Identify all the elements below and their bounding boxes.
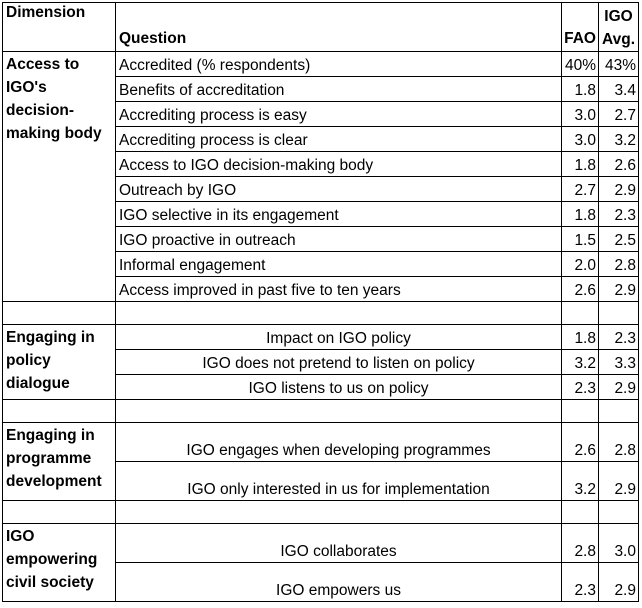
question-cell: Benefits of accreditation xyxy=(116,77,562,102)
igo-cell: 2.9 xyxy=(599,563,639,602)
igo-cell: 3.3 xyxy=(599,350,639,375)
igo-cell: 2.6 xyxy=(599,152,639,177)
question-cell: IGO selective in its engagement xyxy=(116,202,562,227)
igo-cell: 3.2 xyxy=(599,127,639,152)
fao-cell: 2.0 xyxy=(562,252,599,277)
fao-cell: 3.0 xyxy=(562,102,599,127)
fao-cell: 1.8 xyxy=(562,77,599,102)
question-cell: Impact on IGO policy xyxy=(116,325,562,350)
fao-cell: 1.8 xyxy=(562,152,599,177)
fao-cell: 3.2 xyxy=(562,350,599,375)
question-cell: Outreach by IGO xyxy=(116,177,562,202)
fao-cell: 1.5 xyxy=(562,227,599,252)
header-row xyxy=(3,3,639,52)
igo-cell: 3.4 xyxy=(599,77,639,102)
fao-cell: 2.6 xyxy=(562,423,599,462)
igo-cell: 43% xyxy=(599,52,639,77)
fao-cell: 2.7 xyxy=(562,177,599,202)
question-cell: IGO proactive in outreach xyxy=(116,227,562,252)
header-dimension: Dimension xyxy=(3,3,116,52)
dimension-access: Access to IGO's decision-making body xyxy=(3,52,116,302)
dimension-programme: Engaging in programme development xyxy=(3,423,116,501)
question-cell: Access to IGO decision-making body xyxy=(116,152,562,177)
igo-cell: 2.9 xyxy=(599,177,639,202)
igo-cell: 2.3 xyxy=(599,325,639,350)
fao-cell: 40% xyxy=(562,52,599,77)
fao-cell: 1.8 xyxy=(562,202,599,227)
question-cell: IGO listens to us on policy xyxy=(116,375,562,400)
fao-cell: 3.0 xyxy=(562,127,599,152)
fao-cell: 2.6 xyxy=(562,277,599,302)
igo-cell: 2.8 xyxy=(599,252,639,277)
table-row xyxy=(3,423,639,462)
table-row xyxy=(3,524,639,563)
header-fao: FAO xyxy=(562,3,599,52)
spacer-row xyxy=(3,302,639,325)
table-row xyxy=(3,52,639,77)
fao-cell: 2.8 xyxy=(562,524,599,563)
igo-cell: 2.7 xyxy=(599,102,639,127)
fao-cell: 3.2 xyxy=(562,462,599,501)
igo-cell: 2.3 xyxy=(599,202,639,227)
question-cell: IGO does not pretend to listen on policy xyxy=(116,350,562,375)
igo-cell: 2.9 xyxy=(599,277,639,302)
survey-table xyxy=(2,2,639,602)
question-cell: Accrediting process is easy xyxy=(116,102,562,127)
question-cell: Access improved in past five to ten years xyxy=(116,277,562,302)
question-cell: Accrediting process is clear xyxy=(116,127,562,152)
spacer-row xyxy=(3,501,639,524)
fao-cell: 1.8 xyxy=(562,325,599,350)
igo-cell: 2.9 xyxy=(599,462,639,501)
table-row xyxy=(3,325,639,350)
question-cell: IGO only interested in us for implementation xyxy=(116,462,562,501)
igo-cell: 2.8 xyxy=(599,423,639,462)
dimension-empowering: IGO empowering civil society xyxy=(3,524,116,602)
fao-cell: 2.3 xyxy=(562,563,599,602)
question-cell: IGO engages when developing programmes xyxy=(116,423,562,462)
question-cell: Accredited (% respondents) xyxy=(116,52,562,77)
header-question: Question xyxy=(116,3,562,52)
dimension-policy: Engaging in policy dialogue xyxy=(3,325,116,400)
igo-cell: 3.0 xyxy=(599,524,639,563)
header-igo-avg: IGO Avg. xyxy=(599,3,639,52)
igo-cell: 2.5 xyxy=(599,227,639,252)
igo-cell: 2.9 xyxy=(599,375,639,400)
question-cell: Informal engagement xyxy=(116,252,562,277)
fao-cell: 2.3 xyxy=(562,375,599,400)
question-cell: IGO collaborates xyxy=(116,524,562,563)
spacer-row xyxy=(3,400,639,423)
question-cell: IGO empowers us xyxy=(116,563,562,602)
